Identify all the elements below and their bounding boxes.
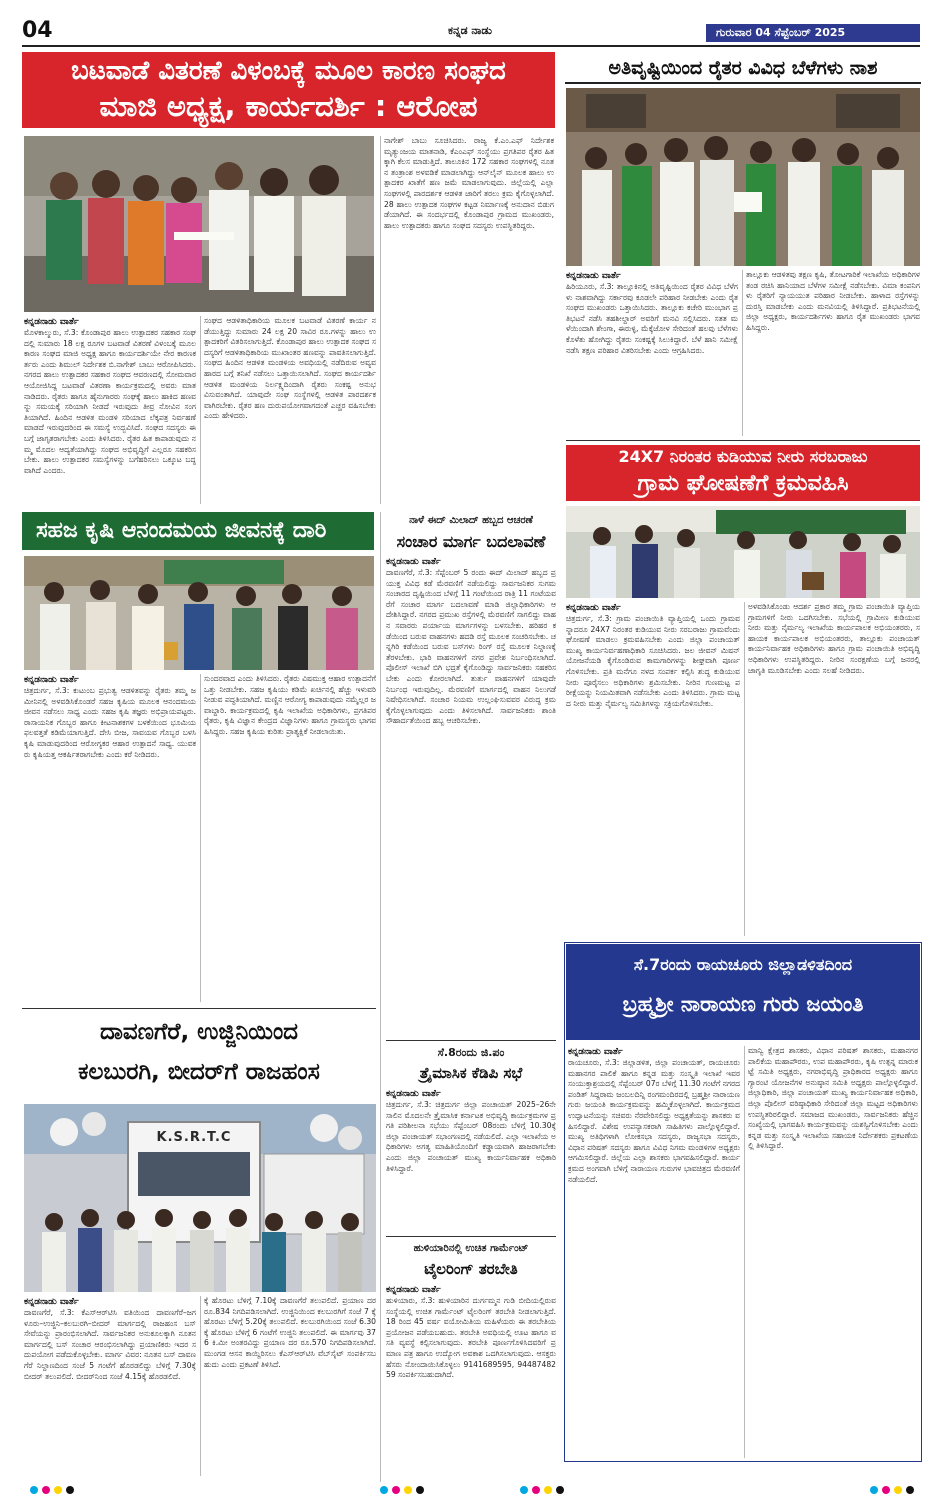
eid-kicker-wrap — [386, 514, 556, 528]
bonus-headline — [22, 52, 555, 128]
date-banner: ಗುರುವಾರ 04 ಸೆಪ್ಟೆಂಬರ್ 2025 — [706, 24, 920, 42]
guru-byline: ಕನ್ನಡನಾಡು ವಾರ್ತೆ — [568, 1047, 623, 1057]
tailoring-headline: ಟೈಲರಿಂಗ್ ತರಬೇತಿ — [424, 1260, 518, 1278]
registration-marks-right — [870, 1486, 914, 1494]
column-rule — [380, 136, 381, 504]
kdp-byline: ಕನ್ನಡನಾಡು ವಾರ್ತೆ — [386, 1089, 441, 1099]
bonus-body-col3: ನಾಗೇಶ್ ಬಾಬು ಸೂಚಿಸಿದರು. ರಾಜ್ಯ ಕೆ.ಎಂ.ಎಫ್ ನಿರ್ದೇಶಕ ಮೃತ್ಯುಂಜಯ ಮಾತನಾಡಿ, ಕೆಎಂಎಫ್ ಸಂಸ್ಥೆಯು ಪ್ರಗತಿಪರ ರೈತರ ಹಿತಕ್ಕಾಗಿ ಕೆಲಸ ಮಾಡುತ್ತಿದೆ. ತಾಲೂಕಿನ 172 ಸಹಕಾರ ಸಂಘಗಳಲ್ಲಿ ನೂತನ ತಂತ್ರಾಂಶ ಅಳವಡಿಕೆ ಮಾಡಲಾಗಿದ್ದು ಆನ್‌ಲೈನ್ ಮೂಲಕ ಹಾಲು ಉತ್ಪಾದಕರ ಖಾತೆಗೆ ಹಣ ಜಮೆ ಮಾಡಲಾಗುವುದು. ಜಿಲ್ಲೆಯಲ್ಲಿ ಎಲ್ಲಾ ಸಂಘಗಳಲ್ಲಿ ಪಾರದರ್ಶಕ ಆಡಳಿತ ಜಾರಿಗೆ ತರಲು ಕ್ರಮ ಕೈಗೊಳ್ಳಲಾಗಿದೆ. 28 ಹಾಲು ಉತ್ಪಾದಕ ಸಂಘಗಳ ಕಟ್ಟಡ ನಿರ್ಮಾಣಕ್ಕೆ ಅನುದಾನ ಬಿಡುಗಡೆಯಾಗಿದೆ. ಈ ಸಂದರ್ಭದಲ್ಲಿ ಕೊಂಡಾಪುರ ಗ್ರಾಮದ ಮುಖಂಡರು, ಹಾಲು ಉತ್ಪಾದಕರು ಹಾಗೂ ಸಂಘದ ಸದಸ್ಯರು ಉಪಸ್ಥಿತರಿದ್ದರು. — [384, 136, 554, 230]
water-headline-line2: ಗ್ರಾಮ ಘೋಷಣೆಗೆ ಕ್ರಮವಹಿಸಿ — [637, 471, 849, 496]
farming-body-col2: ಸುಂದರವಾದ ಎಂದು ತಿಳಿಸಿದರು. ರೈತರು ವಿಷಮುಕ್ತ ಆಹಾರ ಉತ್ಪಾದನೆಗೆ ಒತ್ತು ನೀಡಬೇಕು. ಸಹಜ ಕೃಷಿಯು ಕಡಿಮೆ ಖರ್ಚಿನಲ್ಲಿ ಹೆಚ್ಚು ಇಳುವರಿ ನೀಡುವ ಪದ್ಧತಿಯಾಗಿದೆ. ಮಣ್ಣಿನ ಆರೋಗ್ಯ ಕಾಪಾಡುವುದು ನಮ್ಮೆಲ್ಲರ ಜವಾಬ್ದಾರಿ. ಕಾರ್ಯಕ್ರಮದಲ್ಲಿ ಕೃಷಿ ಇಲಾಖೆಯ ಅಧಿಕಾರಿಗಳು, ಪ್ರಗತಿಪರ ರೈತರು, ಕೃಷಿ ವಿಜ್ಞಾನ ಕೇಂದ್ರದ ವಿಜ್ಞಾನಿಗಳು ಹಾಗೂ ಗ್ರಾಮಸ್ಥರು ಭಾಗವಹಿಸಿದ್ದರು. ಸಹಜ ಕೃಷಿಯ ಕುರಿತು ಪ್ರಾತ್ಯಕ್ಷಿಕೆ ನೀಡಲಾಯಿತು. — [204, 674, 376, 736]
registration-marks-left — [30, 1486, 74, 1494]
guru-body-col2: ಮಾನ್ವಿ ಕ್ಷೇತ್ರದ ಶಾಸಕರು, ವಿಧಾನ ಪರಿಷತ್ ಶಾಸಕರು, ಮಹಾನಗರ ಪಾಲಿಕೆಯ ಮಹಾಪೌರರು, ಉಪ ಮಹಾಪೌರರು, ಕೃಷಿ ಉತ್ಪನ್ನ ಮಾರುಕಟ್ಟೆ ಸಮಿತಿ ಅಧ್ಯಕ್ಷರು, ನಗರಾಭಿವೃದ್ಧಿ ಪ್ರಾಧಿಕಾರದ ಅಧ್ಯಕ್ಷರು ಹಾಗೂ ಗ್ಯಾರಂಟಿ ಯೋಜನೆಗಳ ಅನುಷ್ಠಾನ ಸಮಿತಿ ಅಧ್ಯಕ್ಷರು ಪಾಲ್ಗೊಳ್ಳಲಿದ್ದಾರೆ. ಜಿಲ್ಲಾಧಿಕಾರಿ, ಜಿಲ್ಲಾ ಪಂಚಾಯತ್ ಮುಖ್ಯ ಕಾರ್ಯನಿರ್ವಾಹಕ ಅಧಿಕಾರಿ, ಜಿಲ್ಲಾ ಪೊಲೀಸ್ ವರಿಷ್ಠಾಧಿಕಾರಿ ಸೇರಿದಂತೆ ಜಿಲ್ಲಾ ಮಟ್ಟದ ಅಧಿಕಾರಿಗಳು ಉಪಸ್ಥಿತರಿರಲಿದ್ದಾರೆ. ಸಮಾಜದ ಮುಖಂಡರು, ಸಾರ್ವಜನಿಕರು ಹೆಚ್ಚಿನ ಸಂಖ್ಯೆಯಲ್ಲಿ ಭಾಗವಹಿಸಿ ಕಾರ್ಯಕ್ರಮವನ್ನು ಯಶಸ್ವಿಗೊಳಿಸಬೇಕು ಎಂದು ಕನ್ನಡ ಮತ್ತು ಸಂಸ್ಕೃತಿ ಇಲಾಖೆಯ ಸಹಾಯಕ ನಿರ್ದೇಶಕರು ಪ್ರಕಟಣೆಯಲ್ಲಿ ತಿಳಿಸಿದ್ದಾರೆ. — [748, 1046, 918, 1151]
bonus-byline-wrap — [24, 316, 196, 328]
eid-kicker: ನಾಳೆ ಈದ್ ಮಿಲಾದ್ ಹಬ್ಬದ ಆಚರಣೆ — [409, 515, 533, 526]
water-byline-wrap — [566, 602, 740, 614]
tailoring-kicker: ಹುಳಿಯಾರಿನಲ್ಲಿ ಉಚಿತ ಗಾರ್ಮೆಂಟ್ — [413, 1243, 529, 1254]
bus-body-col1: ದಾವಣಗೆರೆ, ಸೆ.3: ಕೆಎಸ್‌ಆರ್‌ಟಿಸಿ ವತಿಯಿಂದ ದಾವಣಗೆರೆ–ಜಗಳೂರು–ಉಜ್ಜಿನಿ–ಕಲಬುರಗಿ–ಬೀದರ್ ಮಾರ್ಗದಲ್ಲಿ ರಾಜಹಂಸ ಬಸ್ ಸೇವೆಯನ್ನು ಪ್ರಾರಂಭಿಸಲಾಗಿದೆ. ಸಾರ್ವಜನಿಕರ ಅನುಕೂಲಕ್ಕಾಗಿ ನೂತನ ಮಾರ್ಗದಲ್ಲಿ ಬಸ್ ಸಂಚಾರ ಆರಂಭಿಸಲಾಗಿದ್ದು ಪ್ರಯಾಣಿಕರು ಇದರ ಸದುಪಯೋಗ ಪಡೆದುಕೊಳ್ಳಬೇಕು. ಮಾರ್ಗ ವಿವರ: ನೂತನ ಬಸ್ ದಾವಣಗೆರೆ ನಿಲ್ದಾಣದಿಂದ ಸಂಜೆ 5 ಗಂಟೆಗೆ ಹೊರಡಲಿದ್ದು ಬೆಳಿಗ್ಗೆ 7.30ಕ್ಕೆ ಬೀದರ್ ತಲುಪಲಿದೆ. ಬೀದರ್‌ನಿಂದ ಸಂಜೆ 4.15ಕ್ಕೆ ಹೊರಡಲಿದೆ. — [24, 1308, 196, 1381]
kdp-headline: ತ್ರೈಮಾಸಿಕ ಕೆಡಿಪಿ ಸಭೆ — [419, 1064, 523, 1082]
kdp-body: ಚಿತ್ರದುರ್ಗ, ಸೆ.3: ಚಿತ್ರದುರ್ಗ ಜಿಲ್ಲಾ ಪಂಚಾಯತ್ 2025–26ನೇ ಸಾಲಿನ ಮೊದಲನೇ ತ್ರೈಮಾಸಿಕ ಕರ್ನಾಟಕ ಅಭಿವೃದ್ಧಿ ಕಾರ್ಯಕ್ರಮಗಳ ಪ್ರಗತಿ ಪರಿಶೀಲನಾ ಸಭೆಯು ಸೆಪ್ಟೆಂಬರ್ 08ರಂದು ಬೆಳಿಗ್ಗೆ 10.30ಕ್ಕೆ ಜಿಲ್ಲಾ ಪಂಚಾಯತ್ ಸಭಾಂಗಣದಲ್ಲಿ ನಡೆಯಲಿದೆ. ಎಲ್ಲಾ ಇಲಾಖೆಯ ಅಧಿಕಾರಿಗಳು ಅಗತ್ಯ ಮಾಹಿತಿಯೊಂದಿಗೆ ಕಡ್ಡಾಯವಾಗಿ ಹಾಜರಾಗಬೇಕು ಎಂದು ಜಿಲ್ಲಾ ಪಂಚಾಯತ್ ಮುಖ್ಯ ಕಾರ್ಯನಿರ್ವಾಹಕ ಅಧಿಕಾರಿ ತಿಳಿಸಿದ್ದಾರೆ. — [386, 1100, 556, 1173]
tailoring-body: ಹುಳಿಯಾರು, ಸೆ.3: ಹುಳಿಯಾರಿನ ದುರ್ಗಮ್ಮನ ಗುಡಿ ಬೀದಿಯಲ್ಲಿರುವ ಸಂಸ್ಥೆಯಲ್ಲಿ ಉಚಿತ ಗಾರ್ಮೆಂಟ್ ಟೈಲರಿಂಗ್ ತರಬೇತಿ ನೀಡಲಾಗುತ್ತಿದೆ. 18 ರಿಂದ 45 ವರ್ಷ ವಯೋಮಿತಿಯ ಮಹಿಳೆಯರು ಈ ತರಬೇತಿಯ ಪ್ರಯೋಜನ ಪಡೆಯಬಹುದು. ತರಬೇತಿ ಅವಧಿಯಲ್ಲಿ ಊಟ ಹಾಗೂ ವಸತಿ ವ್ಯವಸ್ಥೆ ಕಲ್ಪಿಸಲಾಗುವುದು. ತರಬೇತಿ ಪೂರ್ಣಗೊಳಿಸಿದವರಿಗೆ ಪ್ರಮಾಣ ಪತ್ರ ಹಾಗೂ ಉದ್ಯೋಗ ಅವಕಾಶ ಒದಗಿಸಲಾಗುವುದು. ಆಸಕ್ತರು ಹೆಸರು ನೋಂದಾಯಿಸಿಕೊಳ್ಳಲು 9141689595, 9448748259 ಸಂಪರ್ಕಿಸಬಹುದಾಗಿದೆ. — [386, 1296, 556, 1380]
bonus-headline-line2: ಮಾಜಿ ಅಧ್ಯಕ್ಷ, ಕಾರ್ಯದರ್ಶಿ : ಆರೋಪ — [99, 89, 478, 123]
guru-body-col1: ರಾಯಚೂರು, ಸೆ.3: ಜಿಲ್ಲಾಡಳಿತ, ಜಿಲ್ಲಾ ಪಂಚಾಯತ್, ರಾಯಚೂರು ಮಹಾನಗರ ಪಾಲಿಕೆ ಹಾಗೂ ಕನ್ನಡ ಮತ್ತು ಸಂಸ್ಕೃತಿ ಇಲಾಖೆ ಇವರ ಸಂಯುಕ್ತಾಶ್ರಯದಲ್ಲಿ ಸೆಪ್ಟೆಂಬರ್ 07ರ ಬೆಳಿಗ್ಗೆ 11.30 ಗಂಟೆಗೆ ನಗರದ ಪಂಡಿತ್ ಸಿದ್ದರಾಮ ಜಂಬಲದಿನ್ನಿ ರಂಗಮಂದಿರದಲ್ಲಿ ಬ್ರಹ್ಮಶ್ರೀ ನಾರಾಯಣ ಗುರು ಜಯಂತಿ ಕಾರ್ಯಕ್ರಮವನ್ನು ಹಮ್ಮಿಕೊಳ್ಳಲಾಗಿದೆ. ಕಾರ್ಯಕ್ರಮದ ಉದ್ಘಾಟನೆಯನ್ನು ಸಚಿವರು ನೆರವೇರಿಸಲಿದ್ದು ಅಧ್ಯಕ್ಷತೆಯನ್ನು ಶಾಸಕರು ವಹಿಸಲಿದ್ದಾರೆ. ವಿಶೇಷ ಉಪನ್ಯಾಸಕರಾಗಿ ಸಾಹಿತಿಗಳು ಪಾಲ್ಗೊಳ್ಳಲಿದ್ದಾರೆ. ಮುಖ್ಯ ಅತಿಥಿಗಳಾಗಿ ಲೋಕಸಭಾ ಸದಸ್ಯರು, ರಾಜ್ಯಸಭಾ ಸದಸ್ಯರು, ವಿಧಾನ ಪರಿಷತ್ ಸದಸ್ಯರು ಹಾಗೂ ವಿವಿಧ ನಿಗಮ ಮಂಡಳಿಗಳ ಅಧ್ಯಕ್ಷರು ಆಗಮಿಸಲಿದ್ದಾರೆ. ಜಿಲ್ಲೆಯ ಎಲ್ಲಾ ಶಾಸಕರು ಭಾಗವಹಿಸಲಿದ್ದಾರೆ. ಕಾರ್ಯಕ್ರಮದ ಅಂಗವಾಗಿ ಬೆಳಿಗ್ಗೆ ನಾರಾಯಣ ಗುರುಗಳ ಭಾವಚಿತ್ರದ ಮೆರವಣಿಗೆ ನಡೆಯಲಿದೆ. — [568, 1058, 740, 1184]
rain-byline: ಕನ್ನಡನಾಡು ವಾರ್ತೆ — [566, 271, 621, 281]
bus-headline-line1: ದಾವಣಗೆರೆ, ಉಜ್ಜಿನಿಯಿಂದ — [99, 1019, 299, 1045]
bus-label: K.S.R.T.C — [156, 1130, 232, 1145]
bonus-body-col2: ಸಂಘದ ಆಡಳಿತಾಧಿಕಾರಿಯ ಮೂಲಕ ಬಟವಾಡೆ ವಿತರಣೆ ಕಾರ್ಯ ನಡೆಯುತ್ತಿದ್ದು ಸುಮಾರು 24 ಲಕ್ಷ 20 ಸಾವಿರ ರೂ.ಗಳನ್ನು ಹಾಲು ಉತ್ಪಾದಕರಿಗೆ ವಿತರಿಸಲಾಗುತ್ತಿದೆ. ಕೊಂಡಾಪುರ ಹಾಲು ಉತ್ಪಾದಕ ಸಂಘದ ಸದಸ್ಯರಿಗೆ ಆಡಳಿತಾಧಿಕಾರಿಯ ಮುಖಾಂತರ ಹಣವನ್ನು ಪಾವತಿಸಲಾಗುತ್ತಿದೆ. ಸಂಘದ ಹಿಂದಿನ ಆಡಳಿತ ಮಂಡಳಿಯ ಅವಧಿಯಲ್ಲಿ ನಡೆದಿರುವ ಅವ್ಯವಹಾರದ ಬಗ್ಗೆ ತನಿಖೆ ನಡೆಸಲು ಒತ್ತಾಯಿಸಲಾಗಿದೆ. ಸಂಘದ ಕಾರ್ಯದರ್ಶಿ ಆಡಳಿತ ಮಂಡಳಿಯ ನಿರ್ಲಕ್ಷ್ಯದಿಂದಾಗಿ ರೈತರು ಸಂಕಷ್ಟ ಅನುಭವಿಸುವಂತಾಗಿದೆ. ಯಾವುದೇ ಸಂಘ ಸಂಸ್ಥೆಗಳಲ್ಲಿ ಆಡಳಿತ ಪಾರದರ್ಶಕವಾಗಿರಬೇಕು. ರೈತರ ಹಣ ದುರುಪಯೋಗವಾಗದಂತೆ ಎಚ್ಚರ ವಹಿಸಬೇಕು ಎಂದು ಹೇಳಿದರು. — [204, 316, 376, 421]
eid-headline: ಸಂಚಾರ ಮಾರ್ಗ ಬದಲಾವಣೆ — [396, 532, 546, 551]
column-rule — [742, 270, 743, 436]
bus-photo — [24, 1104, 376, 1292]
bus-byline: ಕನ್ನಡನಾಡು ವಾರ್ತೆ — [24, 1297, 79, 1307]
header-rule — [22, 45, 920, 47]
section-rule — [386, 1236, 556, 1237]
water-headline — [566, 445, 920, 501]
kdp-byline-wrap — [386, 1088, 556, 1100]
farming-body-col1: ಚಿತ್ರದುರ್ಗ, ಸೆ.3: ಕುಟುಂಬ ಪ್ರಭುತ್ವ ಆಡಳಿತವನ್ನು ರೈತರು ತಮ್ಮ ಜಮೀನಿನಲ್ಲಿ ಅಳವಡಿಸಿಕೊಂಡರೆ ಸಹಜ ಕೃಷಿಯ ಮೂಲಕ ಆನಂದಮಯ ಜೀವನ ನಡೆಸಲು ಸಾಧ್ಯ ಎಂದು ಸಹಜ ಕೃಷಿ ತಜ್ಞರು ಅಭಿಪ್ರಾಯಪಟ್ಟರು. ರಾಸಾಯನಿಕ ಗೊಬ್ಬರ ಹಾಗೂ ಕೀಟನಾಶಕಗಳ ಬಳಕೆಯಿಂದ ಭೂಮಿಯ ಫಲವತ್ತತೆ ಕಡಿಮೆಯಾಗುತ್ತಿದೆ. ದೇಸಿ ಬೀಜ, ಸಾವಯವ ಗೊಬ್ಬರ ಬಳಸಿ ಕೃಷಿ ಮಾಡುವುದರಿಂದ ಆರೋಗ್ಯಕರ ಆಹಾರ ಉತ್ಪಾದನೆ ಸಾಧ್ಯ. ಯುವಕರು ಕೃಷಿಯತ್ತ ಆಕರ್ಷಿತರಾಗಬೇಕು ಎಂದು ಕರೆ ನೀಡಿದರು. — [24, 686, 196, 759]
registration-marks-center-right — [520, 1486, 564, 1494]
section-rule — [566, 440, 920, 441]
bus-byline-wrap — [24, 1296, 196, 1308]
eid-byline-wrap — [386, 556, 556, 568]
column-rule — [200, 1296, 201, 1476]
rain-photo — [566, 88, 920, 266]
column-rule — [200, 316, 201, 504]
water-byline: ಕನ್ನಡನಾಡು ವಾರ್ತೆ — [566, 603, 621, 613]
eid-byline: ಕನ್ನಡನಾಡು ವಾರ್ತೆ — [386, 557, 441, 567]
column-rule — [380, 512, 381, 1482]
farming-headline: ಸಹಜ ಕೃಷಿ ಆನಂದಮಯ ಜೀವನಕ್ಕೆ ದಾರಿ — [22, 512, 374, 550]
guru-headline-line1: ಸೆ.7ರಂದು ರಾಯಚೂರು ಜಿಲ್ಲಾಡಳಿತದಿಂದ — [633, 955, 853, 974]
kdp-kicker-wrap — [386, 1046, 556, 1060]
eid-body: ದಾವಣಗೆರೆ, ಸೆ.3: ಸೆಪ್ಟೆಂಬರ್ 5 ರಂದು ಈದ್ ಮಿಲಾದ್ ಹಬ್ಬದ ಪ್ರಯುಕ್ತ ವಿವಿಧ ಕಡೆ ಮೆರವಣಿಗೆ ನಡೆಯಲಿದ್ದು ಸಾರ್ವಜನಿಕರ ಸುಗಮ ಸಂಚಾರದ ದೃಷ್ಟಿಯಿಂದ ಬೆಳಿಗ್ಗೆ 11 ಗಂಟೆಯಿಂದ ರಾತ್ರಿ 11 ಗಂಟೆಯವರೆಗೆ ಸಂಚಾರ ಮಾರ್ಗ ಬದಲಾವಣೆ ಮಾಡಿ ಜಿಲ್ಲಾಧಿಕಾರಿಗಳು ಆದೇಶಿಸಿದ್ದಾರೆ. ನಗರದ ಪ್ರಮುಖ ರಸ್ತೆಗಳಲ್ಲಿ ಮೆರವಣಿಗೆ ಸಾಗಲಿದ್ದು ವಾಹನ ಸವಾರರು ಪರ್ಯಾಯ ಮಾರ್ಗಗಳನ್ನು ಬಳಸಬೇಕು. ಹರಿಹರ ಕಡೆಯಿಂದ ಬರುವ ವಾಹನಗಳು ಹದಡಿ ರಸ್ತೆ ಮೂಲಕ ಸಂಚರಿಸಬೇಕು. ಚನ್ನಗಿರಿ ಕಡೆಯಿಂದ ಬರುವ ಬಸ್‌ಗಳು ರಿಂಗ್ ರಸ್ತೆ ಮೂಲಕ ನಿಲ್ದಾಣಕ್ಕೆ ತೆರಳಬೇಕು. ಭಾರಿ ವಾಹನಗಳಿಗೆ ನಗರ ಪ್ರವೇಶ ನಿರ್ಬಂಧಿಸಲಾಗಿದೆ. ಪೊಲೀಸ್ ಇಲಾಖೆ ಬಿಗಿ ಭದ್ರತೆ ಕೈಗೊಂಡಿದ್ದು ಸಾರ್ವಜನಿಕರು ಸಹಕರಿಸಬೇಕು ಎಂದು ಕೋರಲಾಗಿದೆ. ತುರ್ತು ವಾಹನಗಳಿಗೆ ಯಾವುದೇ ನಿರ್ಬಂಧ ಇರುವುದಿಲ್ಲ. ಮೆರವಣಿಗೆ ಮಾರ್ಗದಲ್ಲಿ ವಾಹನ ನಿಲುಗಡೆ ನಿಷೇಧಿಸಲಾಗಿದೆ. ಸಂಚಾರ ನಿಯಮ ಉಲ್ಲಂಘಿಸುವವರ ವಿರುದ್ಧ ಕ್ರಮ ಕೈಗೊಳ್ಳಲಾಗುವುದು ಎಂದು ತಿಳಿಸಲಾಗಿದೆ. ಸಾರ್ವಜನಿಕರು ಶಾಂತಿ ಸೌಹಾರ್ದತೆಯಿಂದ ಹಬ್ಬ ಆಚರಿಸಬೇಕು. — [386, 568, 556, 726]
tailoring-kicker-wrap — [386, 1242, 556, 1256]
water-headline-line1: 24X7 ನಿರಂತರ ಕುಡಿಯುವ ನೀರು ಸರಬರಾಜು — [618, 447, 868, 466]
rain-byline-wrap — [566, 270, 738, 282]
bonus-byline: ಕನ್ನಡನಾಡು ವಾರ್ತೆ — [24, 317, 79, 327]
page-number: 04 — [22, 18, 53, 43]
bus-body-col2: ಕ್ಕೆ ಹೊರಟು ಬೆಳಿಗ್ಗೆ 7.10ಕ್ಕೆ ದಾವಣಗೆರೆ ತಲುಪಲಿದೆ. ಪ್ರಯಾಣ ದರ ರೂ.834 ನಿಗದಿಪಡಿಸಲಾಗಿದೆ. ಉಜ್ಜಿನಿಯಿಂದ ಕಲಬುರಗಿಗೆ ಸಂಜೆ 7 ಕ್ಕೆ ಹೊರಟು ಬೆಳಿಗ್ಗೆ 5.20ಕ್ಕೆ ತಲುಪಲಿದೆ. ಕಲಬುರಗಿಯಿಂದ ಸಂಜೆ 6.30ಕ್ಕೆ ಹೊರಟು ಬೆಳಿಗ್ಗೆ 6 ಗಂಟೆಗೆ ಉಜ್ಜಿನಿ ತಲುಪಲಿದೆ. ಈ ಮಾರ್ಗವು 376 ಕಿ.ಮೀ ಅಂತರವಿದ್ದು ಪ್ರಯಾಣ ದರ ರೂ.570 ನಿಗದಿಪಡಿಸಲಾಗಿದೆ. ಮುಂಗಡ ಆಸನ ಕಾಯ್ದಿರಿಸಲು ಕೆಎಸ್‌ಆರ್‌ಟಿಸಿ ವೆಬ್‌ಸೈಟ್ ಸಂಪರ್ಕಿಸಬಹುದು ಎಂದು ಪ್ರಕಟಣೆ ತಿಳಿಸಿದೆ. — [204, 1296, 376, 1369]
tailoring-byline-wrap — [386, 1284, 556, 1296]
tailoring-byline: ಕನ್ನಡನಾಡು ವಾರ್ತೆ — [386, 1285, 441, 1295]
guru-box-border — [564, 942, 922, 1462]
bonus-photo — [24, 136, 374, 312]
farming-byline-wrap — [24, 674, 196, 686]
bonus-headline-line1: ಬಟವಾಡೆ ವಿತರಣೆ ವಿಳಂಬಕ್ಕೆ ಮೂಲ ಕಾರಣ ಸಂಘದ — [71, 56, 506, 86]
paper-name: ಕನ್ನಡ ನಾಡು — [448, 24, 492, 37]
water-photo — [566, 506, 920, 598]
water-body-col2: ಅಳವಡಿಸಿಕೊಂಡು ಆದರ್ಶ ಪ್ರಕಾರ ತಮ್ಮ ಗ್ರಾಮ ಪಂಚಾಯಿತಿ ವ್ಯಾಪ್ತಿಯ ಗ್ರಾಮಗಳಿಗೆ ನೀರು ಒದಗಿಸಬೇಕು. ಸಭೆಯಲ್ಲಿ ಗ್ರಾಮೀಣ ಕುಡಿಯುವ ನೀರು ಮತ್ತು ನೈರ್ಮಲ್ಯ ಇಲಾಖೆಯ ಕಾರ್ಯಪಾಲಕ ಅಭಿಯಂತರರು, ಸಹಾಯಕ ಕಾರ್ಯಪಾಲಕ ಅಭಿಯಂತರರು, ತಾಲ್ಲೂಕು ಪಂಚಾಯತ್ ಕಾರ್ಯನಿರ್ವಾಹಕ ಅಧಿಕಾರಿಗಳು ಹಾಗೂ ಗ್ರಾಮ ಪಂಚಾಯಿತಿ ಅಭಿವೃದ್ಧಿ ಅಧಿಕಾರಿಗಳು ಉಪಸ್ಥಿತರಿದ್ದರು. ನೀರಿನ ಸಂರಕ್ಷಣೆಯ ಬಗ್ಗೆ ಜನರಲ್ಲಿ ಜಾಗೃತಿ ಮೂಡಿಸಬೇಕು ಎಂದು ಸಲಹೆ ನೀಡಿದರು. — [748, 602, 920, 675]
column-rule — [200, 674, 201, 1002]
rain-body-col1: ಹಿರಿಯೂರು, ಸೆ.3: ತಾಲ್ಲೂಕಿನಲ್ಲಿ ಅತಿವೃಷ್ಟಿಯಿಂದ ರೈತರ ವಿವಿಧ ಬೆಳೆಗಳು ನಾಶವಾಗಿದ್ದು ಸರ್ಕಾರವು ಕೂಡಲೇ ಪರಿಹಾರ ನೀಡಬೇಕು ಎಂದು ರೈತ ಸಂಘದ ಮುಖಂಡರು ಒತ್ತಾಯಿಸಿದರು. ತಾಲ್ಲೂಕು ಕಚೇರಿ ಮುಂಭಾಗ ಪ್ರತಿಭಟನೆ ನಡೆಸಿ ತಹಶೀಲ್ದಾರ್ ಅವರಿಗೆ ಮನವಿ ಸಲ್ಲಿಸಿದರು. ಸತತ ಮಳೆಯಿಂದಾಗಿ ಶೇಂಗಾ, ಈರುಳ್ಳಿ, ಮೆಕ್ಕೆಜೋಳ ಸೇರಿದಂತೆ ಹಲವು ಬೆಳೆಗಳು ಕೊಳೆತು ಹೋಗಿದ್ದು ರೈತರು ಸಂಕಷ್ಟಕ್ಕೆ ಸಿಲುಕಿದ್ದಾರೆ. ಬೆಳೆ ಹಾನಿ ಸಮೀಕ್ಷೆ ನಡೆಸಿ ತಕ್ಷಣ ಪರಿಹಾರ ವಿತರಿಸಬೇಕು ಎಂದು ಆಗ್ರಹಿಸಿದರು. — [566, 282, 738, 355]
bonus-body-col1: ಮೊಳಕಾಲ್ಮುರು, ಸೆ.3: ಕೊಂಡಾಪುರ ಹಾಲು ಉತ್ಪಾದಕರ ಸಹಕಾರ ಸಂಘದಲ್ಲಿ ಸುಮಾರು 18 ಲಕ್ಷ ರೂಗಳ ಬಟವಾಡೆ ವಿತರಣೆ ವಿಳಂಬಕ್ಕೆ ಮೂಲ ಕಾರಣ ಸಂಘದ ಮಾಜಿ ಅಧ್ಯಕ್ಷ ಹಾಗೂ ಕಾರ್ಯದರ್ಶಿಯೇ ನೇರ ಕಾರಣಕರ್ತರು ಎಂದು ಶಿಮುಲ್ ನಿರ್ದೇಶಕ ಬಿ.ನಾಗೇಶ್ ಬಾಬು ಆರೋಪಿಸಿದರು. ನಗರದ ಹಾಲು ಉತ್ಪಾದಕರ ಸಹಕಾರ ಸಂಘದ ಆವರಣದಲ್ಲಿ ಸೋಮವಾರ ಆಯೋಜಿಸಿದ್ದ ಬಟವಾಡೆ ವಿತರಣಾ ಕಾರ್ಯಕ್ರಮದಲ್ಲಿ ಅವರು ಮಾತನಾಡಿದರು. ರೈತರು ಹಾಗೂ ಹೈನುಗಾರರು ಸಂಘಕ್ಕೆ ಹಾಲು ಹಾಕಿದ ಹಣವನ್ನು ಸಮಯಕ್ಕೆ ಸರಿಯಾಗಿ ನೀಡದೆ ಇರುವುದು ತೀವ್ರ ನೋವಿನ ಸಂಗತಿಯಾಗಿದೆ. ಹಿಂದಿನ ಆಡಳಿತ ಮಂಡಳಿ ಸರಿಯಾದ ಲೆಕ್ಕಪತ್ರ ನಿರ್ವಹಣೆ ಮಾಡದೆ ಇರುವುದರಿಂದ ಈ ಸಮಸ್ಯೆ ಉದ್ಭವಿಸಿದೆ. ಸಂಘದ ಸದಸ್ಯರು ಈ ಬಗ್ಗೆ ಜಾಗೃತರಾಗಬೇಕು ಎಂದು ತಿಳಿಸಿದರು. ರೈತರ ಹಿತ ಕಾಪಾಡುವುದು ನಮ್ಮ ಮೊದಲ ಆದ್ಯತೆಯಾಗಿದ್ದು ಸಂಘದ ಅಭಿವೃದ್ಧಿಗೆ ಎಲ್ಲರೂ ಸಹಕರಿಸಬೇಕು. ಹಾಲು ಉತ್ಪಾದಕರ ಸಮಸ್ಯೆಗಳನ್ನು ಬಗೆಹರಿಸಲು ಒಕ್ಕೂಟ ಬದ್ಧವಾಗಿದೆ ಎಂದರು. — [24, 328, 196, 475]
page-header — [0, 0, 945, 44]
rain-headline: ಅತಿವೃಷ್ಟಿಯಿಂದ ರೈತರ ವಿವಿಧ ಬೆಳೆಗಳು ನಾಶ — [565, 52, 921, 84]
bus-headline-line2: ಕಲಬುರಗಿ, ಬೀದರ್‌ಗೆ ರಾಜಹಂಸ — [78, 1059, 320, 1085]
farming-byline: ಕನ್ನಡನಾಡು ವಾರ್ತೆ — [24, 675, 79, 685]
bus-headline — [22, 1012, 376, 1098]
registration-marks-center-left — [380, 1486, 424, 1494]
column-rule — [744, 602, 745, 936]
rain-body-col2: ತಾಲ್ಲೂಕು ಆಡಳಿತವು ತಕ್ಷಣ ಕೃಷಿ, ತೋಟಗಾರಿಕೆ ಇಲಾಖೆಯ ಅಧಿಕಾರಿಗಳ ತಂಡ ರಚಿಸಿ ಹಾನಿಯಾದ ಬೆಳೆಗಳ ಸಮೀಕ್ಷೆ ನಡೆಸಬೇಕು. ವಿಮಾ ಕಂಪನಿಗಳು ರೈತರಿಗೆ ನ್ಯಾಯಯುತ ಪರಿಹಾರ ನೀಡಬೇಕು. ಹಾಳಾದ ರಸ್ತೆಗಳನ್ನು ದುರಸ್ತಿ ಮಾಡಬೇಕು ಎಂದು ಮನವಿಯಲ್ಲಿ ತಿಳಿಸಿದ್ದಾರೆ. ಪ್ರತಿಭಟನೆಯಲ್ಲಿ ಜಿಲ್ಲಾ ಅಧ್ಯಕ್ಷರು, ಕಾರ್ಯದರ್ಶಿಗಳು ಹಾಗೂ ರೈತ ಮುಖಂಡರು ಭಾಗವಹಿಸಿದ್ದರು. — [746, 270, 920, 332]
section-rule — [386, 1040, 556, 1041]
farming-photo — [24, 556, 374, 670]
guru-headline-line2: ಬ್ರಹ್ಮಶ್ರೀ ನಾರಾಯಣ ಗುರು ಜಯಂತಿ — [622, 992, 864, 1016]
section-rule — [22, 1008, 376, 1009]
water-body-col1: ಚಿತ್ರದುರ್ಗ, ಸೆ.3: ಗ್ರಾಮ ಪಂಚಾಯಿತಿ ವ್ಯಾಪ್ತಿಯಲ್ಲಿ ಒಂದು ಗ್ರಾಮವನ್ನಾದರೂ 24X7 ನಿರಂತರ ಕುಡಿಯುವ ನೀರು ಸರಬರಾಜು ಗ್ರಾಮವೆಂದು ಘೋಷಣೆ ಮಾಡಲು ಕ್ರಮವಹಿಸಬೇಕು ಎಂದು ಜಿಲ್ಲಾ ಪಂಚಾಯತ್ ಮುಖ್ಯ ಕಾರ್ಯನಿರ್ವಹಣಾಧಿಕಾರಿ ಸೂಚಿಸಿದರು. ಜಲ ಜೀವನ್ ಮಿಷನ್ ಯೋಜನೆಯಡಿ ಕೈಗೊಂಡಿರುವ ಕಾಮಗಾರಿಗಳನ್ನು ಶೀಘ್ರವಾಗಿ ಪೂರ್ಣಗೊಳಿಸಬೇಕು. ಪ್ರತಿ ಮನೆಗೂ ನಳದ ಸಂಪರ್ಕ ಕಲ್ಪಿಸಿ ಶುದ್ಧ ಕುಡಿಯುವ ನೀರು ಪೂರೈಸಲು ಅಧಿಕಾರಿಗಳು ಶ್ರಮಿಸಬೇಕು. ನೀರಿನ ಗುಣಮಟ್ಟ ಪರೀಕ್ಷೆಯನ್ನು ನಿಯಮಿತವಾಗಿ ನಡೆಸಬೇಕು ಎಂದು ತಿಳಿಸಿದರು. ಗ್ರಾಮ ಮಟ್ಟದ ನೀರು ಮತ್ತು ನೈರ್ಮಲ್ಯ ಸಮಿತಿಗಳನ್ನು ಸಕ್ರಿಯಗೊಳಿಸಬೇಕು. — [566, 614, 740, 708]
kdp-kicker: ಸೆ.8ರಂದು ಜಿ.ಪಂ — [437, 1046, 505, 1059]
